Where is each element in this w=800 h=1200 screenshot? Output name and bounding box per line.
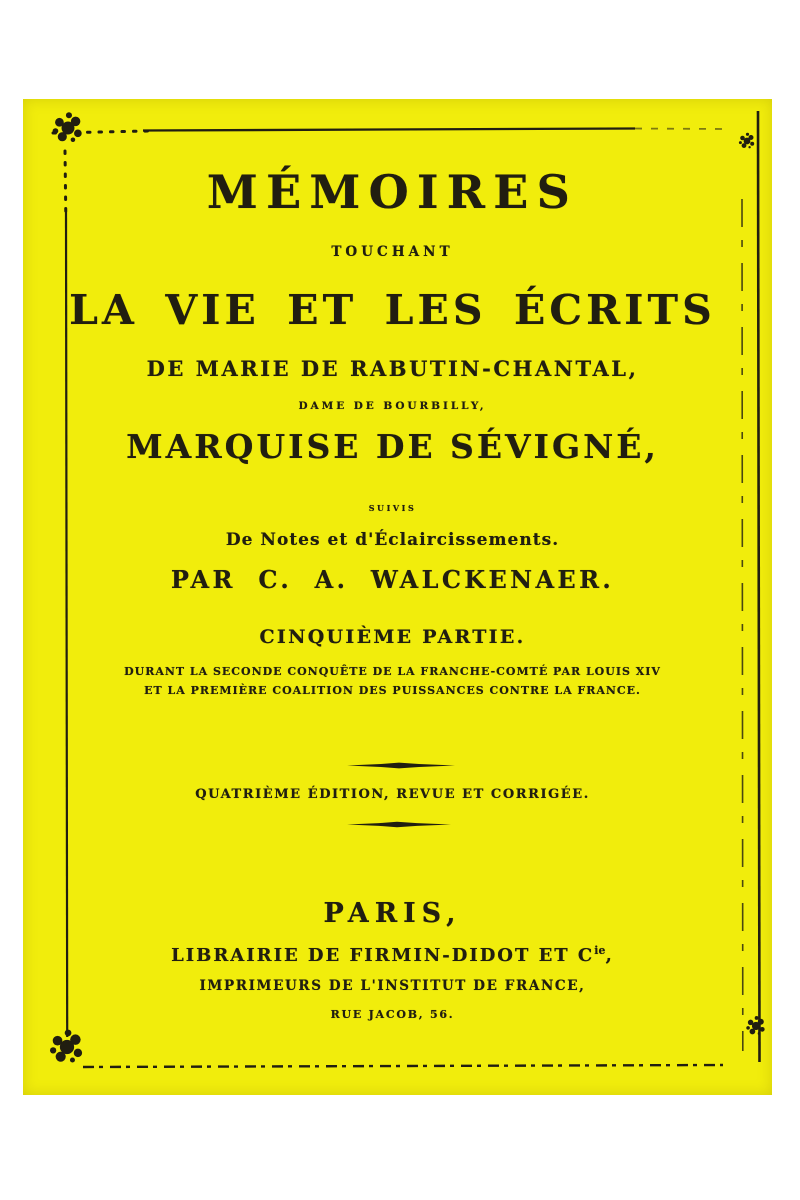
publisher-line xyxy=(23,946,762,965)
floral-corner-ornament-top-right-icon xyxy=(739,133,754,149)
floral-corner-ornament-top-left-icon xyxy=(53,112,82,142)
border-top-line xyxy=(143,129,635,131)
notes-line: De Notes et d'Éclaircissements. xyxy=(225,530,560,550)
edition-line: QUATRIÈME ÉDITION, REVUE ET CORRIGÉE. xyxy=(195,787,590,802)
main-title: MÉMOIRES xyxy=(206,165,579,219)
subject-person-name: DE MARIE DE RABUTIN-CHANTAL, xyxy=(146,356,639,381)
title-connector: TOUCHANT xyxy=(331,244,454,260)
border-bottom-line xyxy=(83,1065,723,1067)
followed-by-line: SUIVIS xyxy=(368,503,417,513)
subject-noble-title: MARQUISE DE SÉVIGNÉ, xyxy=(126,427,659,466)
subject-title: LA VIE ET LES ÉCRITS xyxy=(69,286,716,334)
book-cover-page xyxy=(23,99,772,1095)
part-description-line-1: DURANT LA SECONDE CONQUÊTE DE LA FRANCHE-COMTÉ PAR LOUIS XIV xyxy=(124,665,661,678)
publisher-suffix: , xyxy=(605,945,614,966)
subject-estate-line: DAME DE BOURBILLY, xyxy=(298,400,487,412)
part-number-line: CINQUIÈME PARTIE. xyxy=(259,626,526,648)
publisher-superscript: ie xyxy=(594,944,606,957)
divider-rule-lower xyxy=(347,821,455,828)
part-description-line-2: ET LA PREMIÈRE COALITION DES PUISSANCES CONTRE LA FRANCE. xyxy=(144,684,641,697)
divider-rule-upper xyxy=(347,762,455,769)
border-top-fade-segment xyxy=(635,129,725,130)
printer-line: IMPRIMEURS DE L'INSTITUT DE FRANCE, xyxy=(199,978,586,994)
publisher-name: LIBRAIRIE DE FIRMIN-DIDOT ET C xyxy=(171,945,595,966)
address-line: RUE JACOB, 56. xyxy=(330,1008,455,1021)
author-line: PAR C. A. WALCKENAER. xyxy=(170,565,615,594)
floral-corner-ornament-bottom-left-icon xyxy=(50,1030,82,1063)
imprint-city: PARIS, xyxy=(323,898,462,929)
